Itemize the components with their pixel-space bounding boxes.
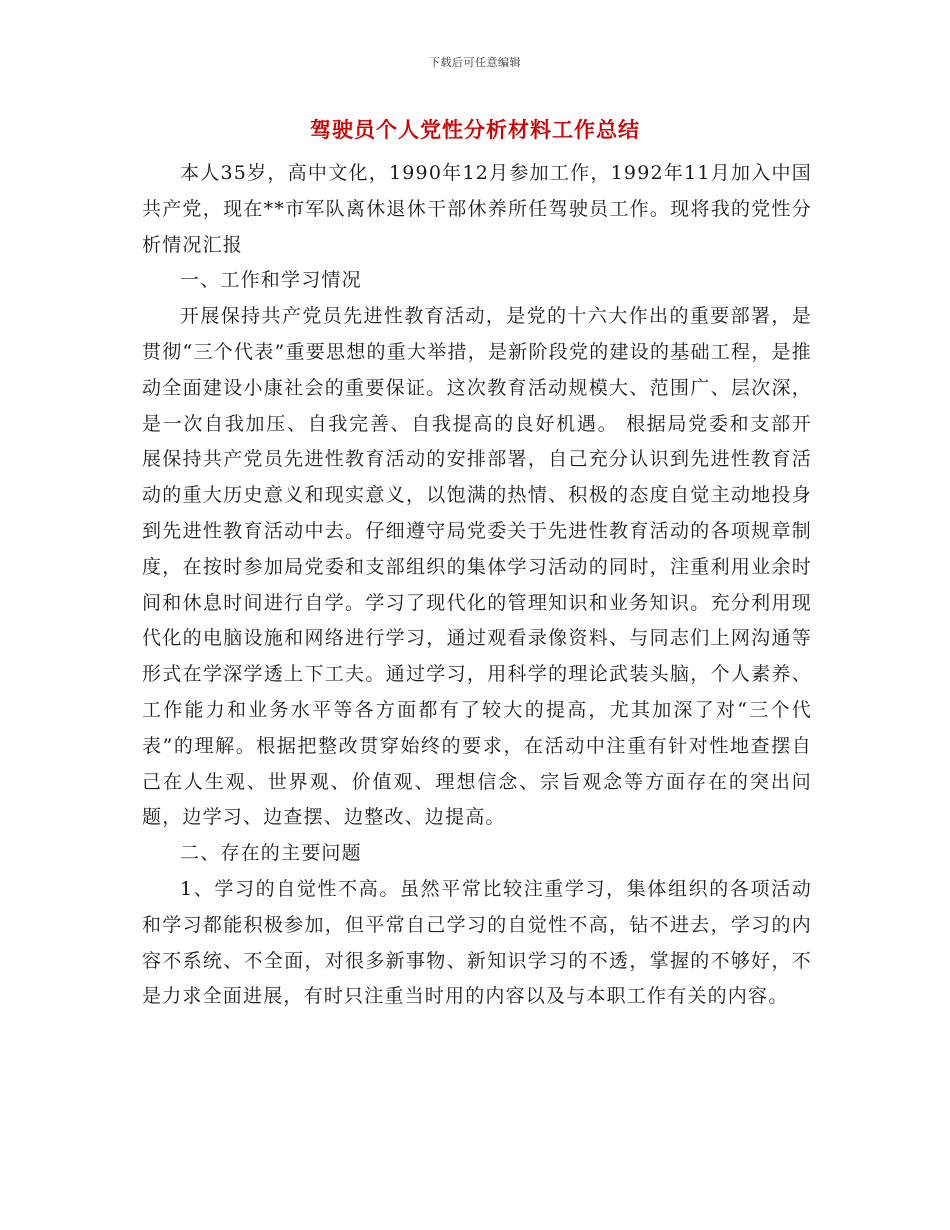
document-title: 驾驶员个人党性分析材料工作总结 [310,117,640,142]
intro-paragraph: 本人35岁，高中文化，1990年12月参加工作，1992年11月加入中国共产党，现在**市军队离休退休干部休养所任驾驶员工作。现将我的党性分析情况汇报 [142,162,812,256]
page-header-note: 下载后可任意编辑 [429,56,521,69]
work-study-paragraph: 开展保持共产党员先进性教育活动，是党的十六大作出的重要部署，是贯彻“三个代表”重要思想的重大举措，是新阶段党的建设的基础工程，是推动全面建设小康社会的重要保证。这次教育活动规模大、范围广、层次深，是一次自我加压、自我完善、自我提高的良好机遇。 根据局党委和支部开展保持共产党员先进性教育活动的安排部署，自己充分认识到先进性教育活动的重大历史意义和现实意义，以饱满的热情、积极的态度自觉主动地投身到先进性教育活动中去。仔细遵守局党委关于先进性教育活动的各项规章制度，在按时参加局党委和支部组织的集体学习活动的同时，注重利用业余时间和休息时间进行自学。学习了现代化的管理知识和业务知识。充分利用现代化的电脑设施和网络进行学习，通过观看录像资料、与同志们上网沟通等形式在学深学透上下工夫。通过学习，用科学的理论武装头脑，个人素养、工作能力和业务水平等各方面都有了较大的提高，尤其加深了对“三个代表”的理解。根据把整改贯穿始终的要求，在活动中注重有针对性地查摆自己在人生观、世界观、价值观、理想信念、宗旨观念等方面存在的突出问题，边学习、边查摆、边整改、边提高。 [142,305,812,829]
section-heading-work-study: 一、工作和学习情况 [180,269,362,292]
document-body [142,156,812,1015]
section-heading-problems: 二、存在的主要问题 [180,842,362,865]
problem-item-1: 1、学习的自觉性不高。虽然平常比较注重学习，集体组织的各项活动和学习都能积极参加，但平常自己学习的自觉性不高，钻不进去，学习的内容不系统、不全面，对很多新事物、新知识学习的不透，掌握的不够好，不是力求全面进展，有时只注重当时用的内容以及与本职工作有关的内容。 [142,877,812,1008]
